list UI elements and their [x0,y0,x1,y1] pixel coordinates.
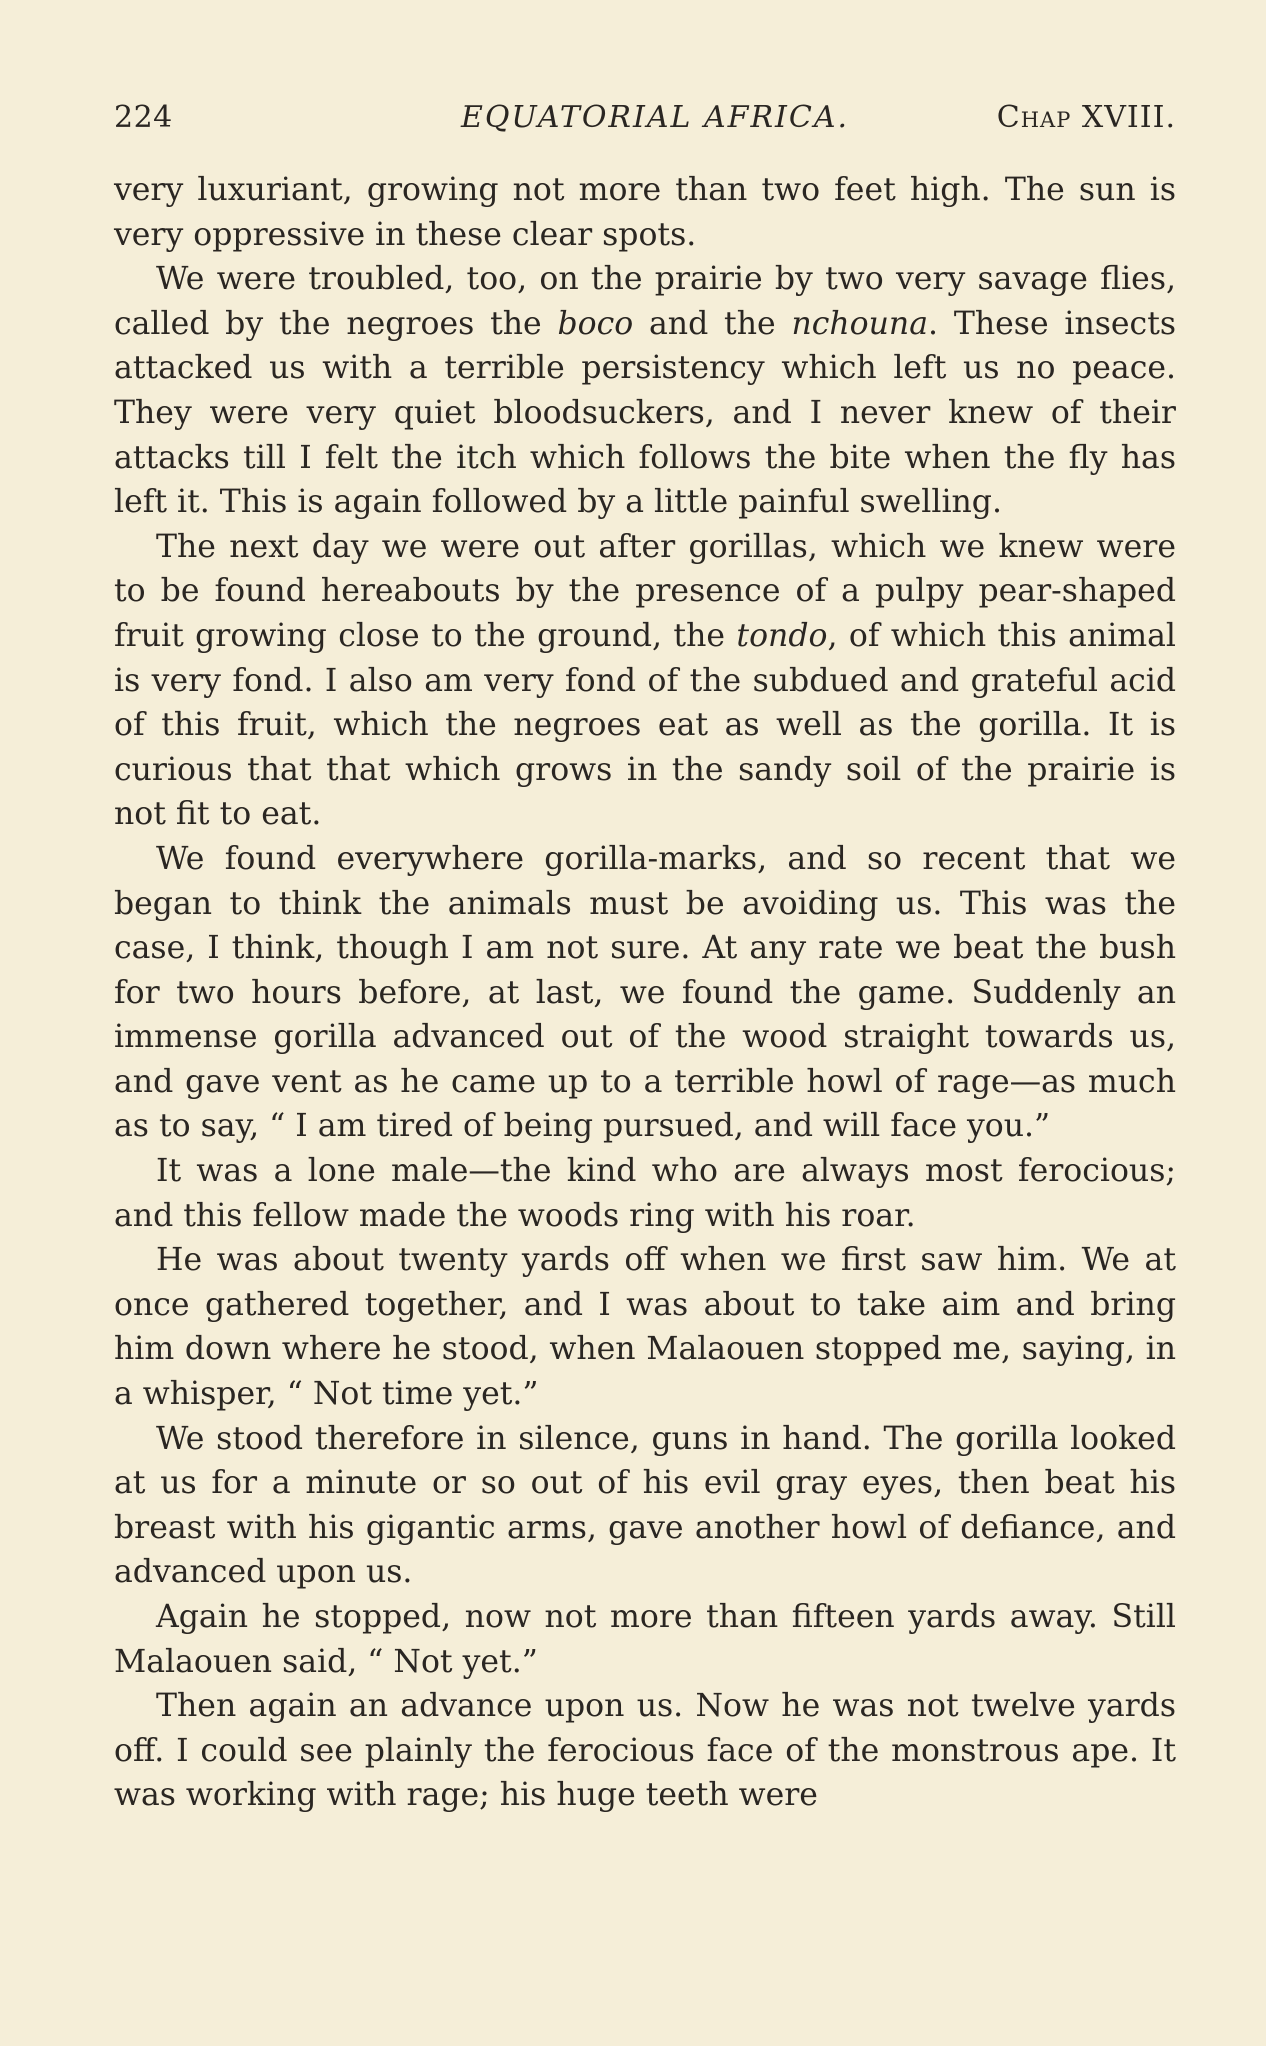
chapter-label: Chap XVIII. [996,100,1176,135]
paragraph: We found everywhere gorilla-marks, and so recent that we began to think the animals must be avoiding us. This was the case, I think, though I am not sure. At any rate we beat the bush for two hours before, at last, we found the game. Suddenly an immense gorilla advanced out of the wood straight towards us, and gave vent as he came up to a terrible howl of rage—as much as to say, “ I am tired of being pursued, and will face you.” [114,840,1176,1145]
paragraph: We stood therefore in silence, guns in hand. The gorilla looked at us for a minute or so out of his evil gray eyes, then beat his breast with his gigantic arms, gave another howl of defiance, and advanced upon us. [114,1420,1176,1591]
paragraph: He was about twenty yards off when we first saw him. We at once gathered together, and I was about to take aim and bring him down where he stood, when Malaouen stopped me, saying, in a whisper, “ Not time yet.” [114,1242,1176,1413]
paragraph: very luxuriant, growing not more than two feet high. The sun is very oppressive in these clear spots. [114,172,1176,253]
page-number: 224 [114,100,173,135]
paragraph: Then again an advance upon us. Now he was not twelve yards off. I could see plainly the ferocious face of the monstrous ape. It was working with rage; his huge teeth were [114,1688,1176,1814]
paragraph: We were troubled, too, on the prairie by two very savage flies, called by the negroes the boco and the nchouna. These insects attacked us with a terrible persistency which left us no peace. They were very quiet bloodsuckers, and I never knew of their attacks till I felt the itch which follows the bite when the fly has left it. This is again followed by a little painful swelling. [114,261,1177,521]
book-title: EQUATORIAL AFRICA. [460,100,850,135]
running-head [114,96,1176,148]
paragraph: Again he stopped, now not more than fifteen yards away. Still Malaouen said, “ Not yet.” [114,1599,1176,1680]
body-text [114,168,1176,1818]
paragraph: The next day we were out after gorillas, which we knew were to be found hereabouts by the presence of a pulpy pear-shaped fruit growing close to the ground, the tondo, of which this animal is very fond. I also am very fond of the subdued and grateful acid of this fruit, which the negroes eat as well as the gorilla. It is curious that that which grows in the sandy soil of the prairie is not fit to eat. [114,528,1176,833]
paragraph: It was a lone male—the kind who are always most ferocious; and this fellow made the woods ring with his roar. [114,1153,1176,1234]
book-page [114,96,1176,1818]
